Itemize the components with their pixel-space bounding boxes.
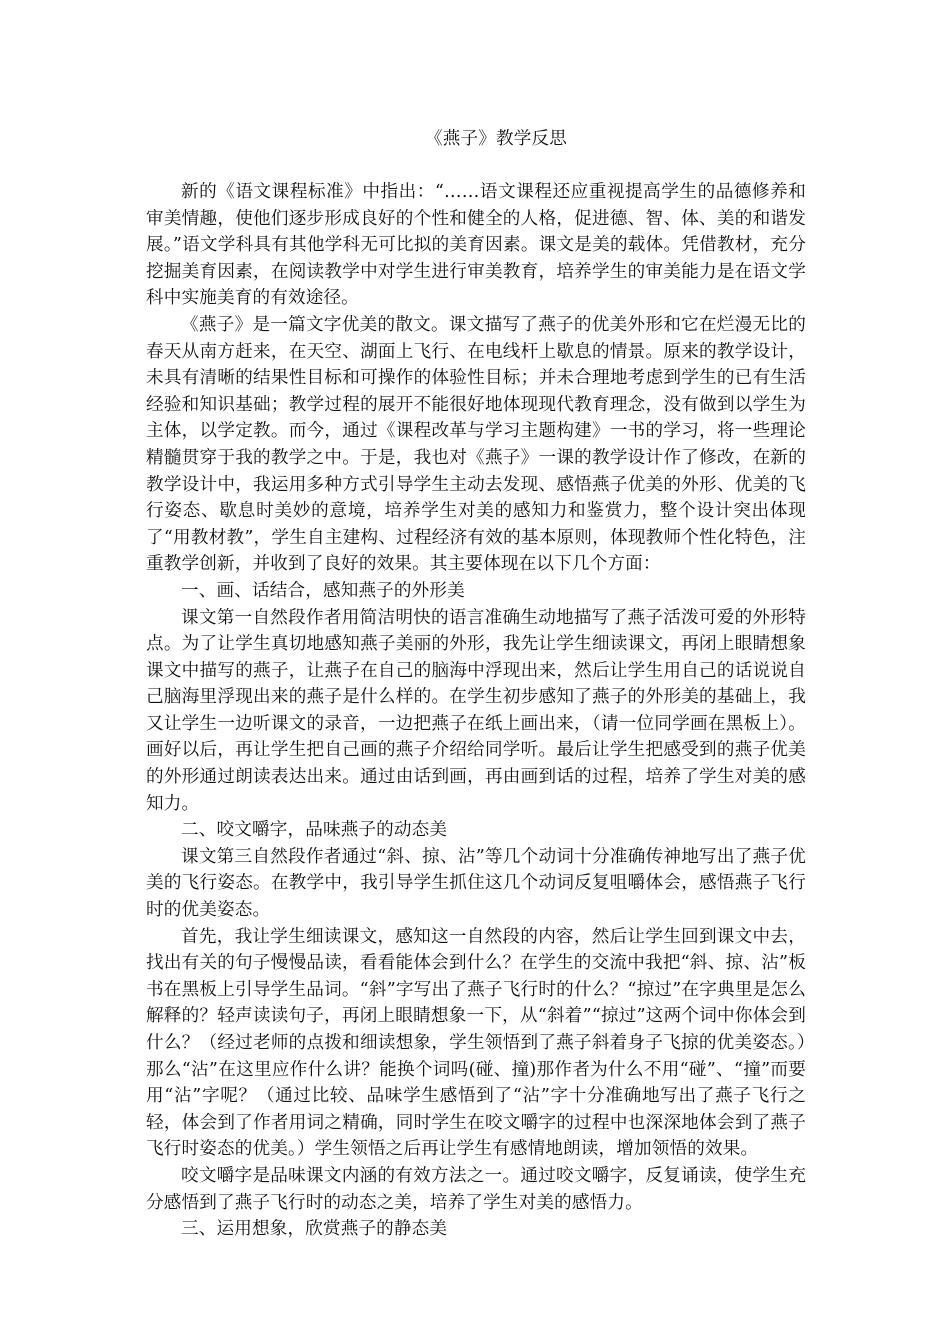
paragraph: 课文第三自然段作者通过“斜、掠、沾”等几个动词十分准确传神地写出了燕子优美的飞行姿态。在教学中，我引导学生抓住这几个动词反复咀嚼体会，感悟燕子飞行时的优美姿态。	[146, 846, 806, 921]
section-heading: 一、画、话结合，感知燕子的外形美	[181, 580, 465, 601]
section-heading: 三、运用想象，欣赏燕子的静态美	[181, 1219, 448, 1240]
document-page	[146, 126, 806, 1243]
paragraph: 《燕子》是一篇文字优美的散文。课文描写了燕子的优美外形和它在烂漫无比的春天从南方赶来，在天空、湖面上飞行、在电线杆上歇息的情景。原来的教学设计，未具有清晰的结果性目标和可操作的体验性目标；并未合理地考虑到学生的已有生活经验和知识基础；教学过程的展开不能很好地体现现代教育理念，没有做到以学生为主体，以学定教。而今，通过《课程改革与学习主题构建》一书的学习，将一些理论精髓贯穿于我的教学之中。于是，我也对《燕子》一课的教学设计作了修改，在新的教学设计中，我运用多种方式引导学生主动去发现、感悟燕子优美的外形、优美的飞行姿态、歇息时美妙的意境，培养学生对美的感知力和鉴赏力，整个设计突出体现了“用教材教”，学生自主建构、过程经济有效的基本原则，体现教师个性化特色，注重教学创新，并收到了良好的效果。其主要体现在以下几个方面：	[146, 314, 806, 575]
section-heading: 二、咬文嚼字，品味燕子的动态美	[181, 820, 448, 841]
paragraph: 课文第一自然段作者用简洁明快的语言准确生动地描写了燕子活泼可爱的外形特点。为了让学生真切地感知燕子美丽的外形，我先让学生细读课文，再闭上眼睛想象课文中描写的燕子，让燕子在自己的脑海中浮现出来，然后让学生用自己的话说说自己脑海里浮现出来的燕子是什么样的。在学生初步感知了燕子的外形美的基础上，我又让学生一边听课文的录音，一边把燕子在纸上画出来，（请一位同学画在黑板上）。画好以后，再让学生把自己画的燕子介绍给同学听。最后让学生把感受到的燕子优美的外形通过朗读表达出来。通过由话到画，再由画到话的过程，培养了学生对美的感知力。	[146, 607, 806, 814]
document-body	[146, 179, 806, 1243]
paragraph: 新的《语文课程标准》中指出：“……语文课程还应重视提高学生的品德修养和审美情趣，使他们逐步形成良好的个性和健全的人格，促进德、智、体、美的和谐发展。”语文学科具有其他学科无可比拟的美育因素。课文是美的载体。凭借教材，充分挖掘美育因素，在阅读教学中对学生进行审美教育，培养学生的审美能力是在语文学科中实施美育的有效途径。	[146, 182, 806, 309]
paragraph: 咬文嚼字是品味课文内涵的有效方法之一。通过咬文嚼字，反复诵读，使学生充分感悟到了燕子飞行时的动态之美，培养了学生对美的感悟力。	[146, 1165, 806, 1213]
paragraph: 首先，我让学生细读课文，感知这一自然段的内容，然后让学生回到课文中去，找出有关的句子慢慢品读，看看能体会到什么？在学生的交流中我把“斜、掠、沾”板书在黑板上引导学生品词。“斜”字写出了燕子飞行时的什么？“掠过”在字典里是怎么解释的？轻声读读句子，再闭上眼睛想象一下，从“斜着”“掠过”这两个词中你体会到什么？（经过老师的点拨和细读想象，学生领悟到了燕子斜着身子飞掠的优美姿态。）那么“沾”在这里应作什么讲？能换个词吗(碰、撞)那作者为什么不用“碰”、“撞”而要用“沾”字呢？（通过比较、品味学生感悟到了“沾”字十分准确地写出了燕子飞行之轻，体会到了作者用词之精确，同时学生在咬文嚼字的过程中也深深地体会到了燕子飞行时姿态的优美。）学生领悟之后再让学生有感情地朗读，增加领悟的效果。	[146, 926, 806, 1160]
document-title: 《燕子》教学反思	[425, 129, 567, 149]
